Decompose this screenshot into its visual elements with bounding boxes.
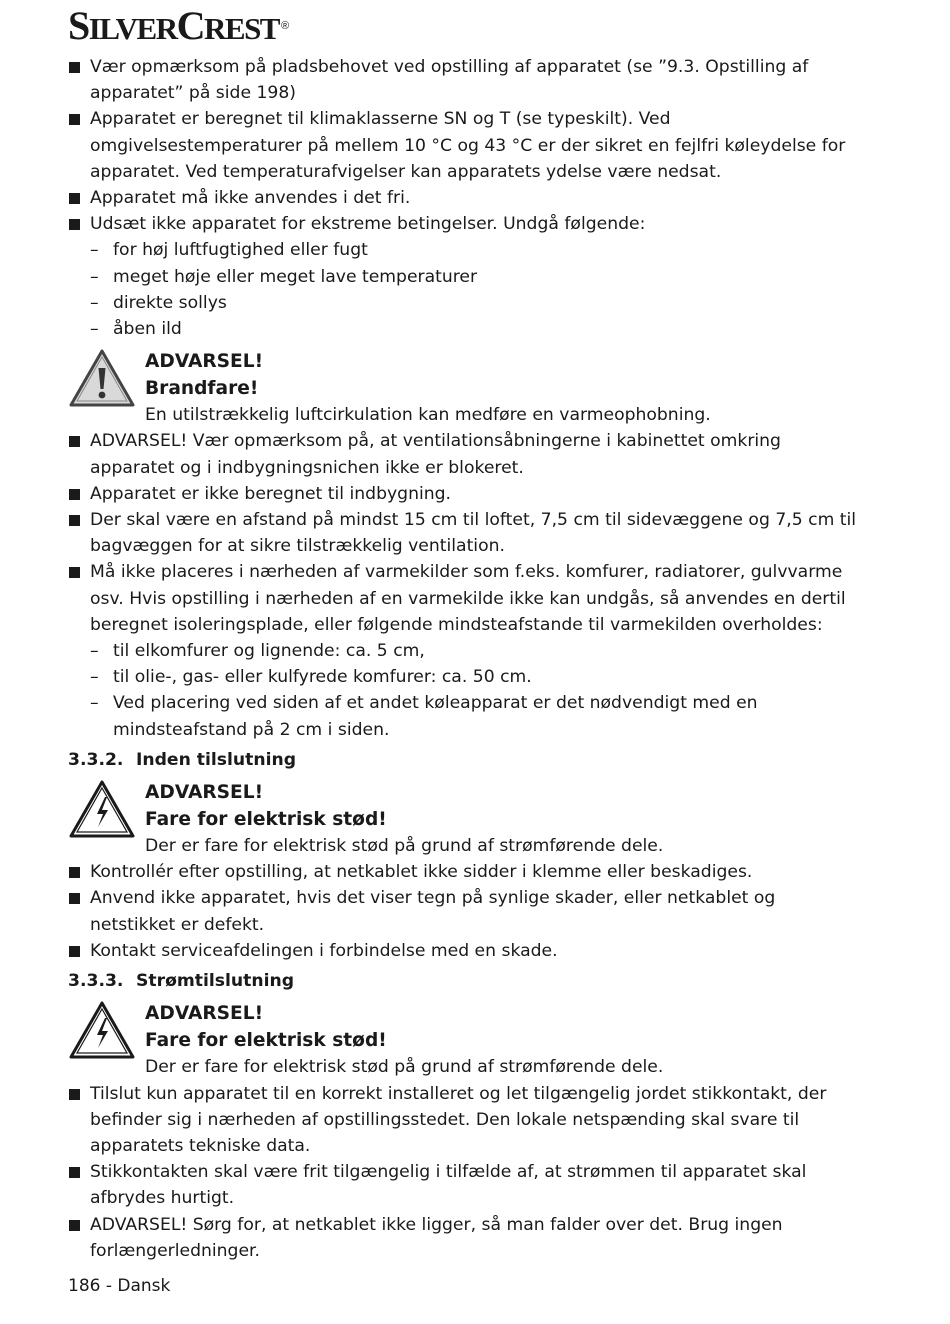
bullet-item: Anvend ikke apparatet, hvis det viser tegn på synlige skader, eller netkablet og netstikket er defekt. — [68, 885, 858, 937]
bullet-item: Kontrollér efter opstilling, at netkablet ikke sidder i klemme eller beskadiges. — [68, 859, 858, 885]
dash-item: – meget høje eller meget lave temperaturer — [90, 266, 478, 287]
section-heading: 3.3.2. Inden tilslutning — [68, 749, 297, 770]
bullet-item: Udsæt ikke apparatet for ekstreme betingelser. Undgå følgende: — [68, 211, 858, 237]
warning-subtitle: Fare for elektrisk stød! — [145, 809, 387, 831]
page-content — [68, 54, 858, 1264]
warning-title: ADVARSEL! — [145, 782, 264, 804]
bullet-item: Kontakt serviceafdelingen i forbindelse med en skade. — [68, 938, 858, 964]
dash-item: – åben ild — [90, 319, 182, 340]
electric-shock-triangle-icon — [68, 1000, 136, 1060]
bullet-item: Der skal være en afstand på mindst 15 cm til loftet, 7,5 cm til sidevæggene og 7,5 cm til bagvæggen for at sikre tilstrækkelig ventilation. — [68, 507, 858, 559]
warning-text: Der er fare for elektrisk stød på grund af strømførende dele. — [145, 836, 664, 857]
bullet-item: Tilslut kun apparatet til en korrekt installeret og let tilgængelig jordet stikkontakt, der befinder sig i nærheden af opstillingsstedet. Den lokale netspænding skal svare til apparatets tekniske data. — [68, 1081, 858, 1160]
bullet-item: Apparatet er beregnet til klimaklasserne SN og T (se typeskilt). Ved omgivelsestemperaturer på mellem 10 °C og 43 °C er der sikret en fejlfri køleydelse for apparatet. Ved temperaturafvigelser kan apparatets ydelse være nedsat. — [68, 106, 858, 185]
shock-warning-block — [68, 779, 858, 859]
warning-text: Der er fare for elektrisk stød på grund af strømførende dele. — [145, 1057, 664, 1078]
shock-warning-block — [68, 1000, 858, 1080]
bullet-item: ADVARSEL! Vær opmærksom på, at ventilationsåbningerne i kabinettet omkring apparatet og i indbygningsnichen ikke er blokeret. — [68, 428, 858, 480]
page-number: 186 - Dansk — [68, 1276, 171, 1296]
bullet-item: Må ikke placeres i nærheden af varmekilder som f.eks. komfurer, radiatorer, gulvvarme osv. Hvis opstilling i nærheden af en varmekilde ikke kan undgås, så anvendes en dertil beregnet isoleringsplade, eller følgende mindsteafstande til varmekilden overholdes: — [68, 559, 858, 638]
warning-text: En utilstrækkelig luftcirkulation kan medføre en varmeophobning. — [145, 405, 711, 426]
electric-shock-triangle-icon — [68, 779, 136, 839]
bullet-item: Apparatet må ikke anvendes i det fri. — [68, 185, 858, 211]
bullet-item: ADVARSEL! Sørg for, at netkablet ikke ligger, så man falder over det. Brug ingen forlængerledninger. — [68, 1212, 858, 1264]
warning-exclamation-triangle-icon — [68, 348, 136, 408]
silvercrest-logo: SILVERCREST ® — [68, 3, 290, 48]
warning-subtitle: Fare for elektrisk stød! — [145, 1030, 387, 1052]
fire-warning-block — [68, 348, 858, 428]
bullet-item: Vær opmærksom på pladsbehovet ved opstilling af apparatet (se ”9.3. Opstilling af apparatet” på side 198) — [68, 54, 858, 106]
bullet-item: Apparatet er ikke beregnet til indbygning. — [68, 481, 858, 507]
dash-item: – til elkomfurer og lignende: ca. 5 cm, — [90, 641, 425, 662]
dash-item: – direkte sollys — [90, 292, 227, 313]
bullet-item: Stikkontakten skal være frit tilgængelig i tilfælde af, at strømmen til apparatet skal afbrydes hurtigt. — [68, 1159, 858, 1211]
dash-item: – for høj luftfugtighed eller fugt — [90, 240, 368, 261]
warning-title: ADVARSEL! — [145, 351, 264, 373]
dash-item: – til olie-, gas- eller kulfyrede komfurer: ca. 50 cm. — [90, 667, 532, 688]
warning-title: ADVARSEL! — [145, 1003, 264, 1025]
warning-subtitle: Brandfare! — [145, 378, 259, 400]
section-heading: 3.3.3. Strømtilslutning — [68, 971, 295, 992]
dash-item: – Ved placering ved siden af et andet køleapparat er det nødvendigt med en mindsteafstand på 2 cm i siden. — [90, 693, 758, 740]
